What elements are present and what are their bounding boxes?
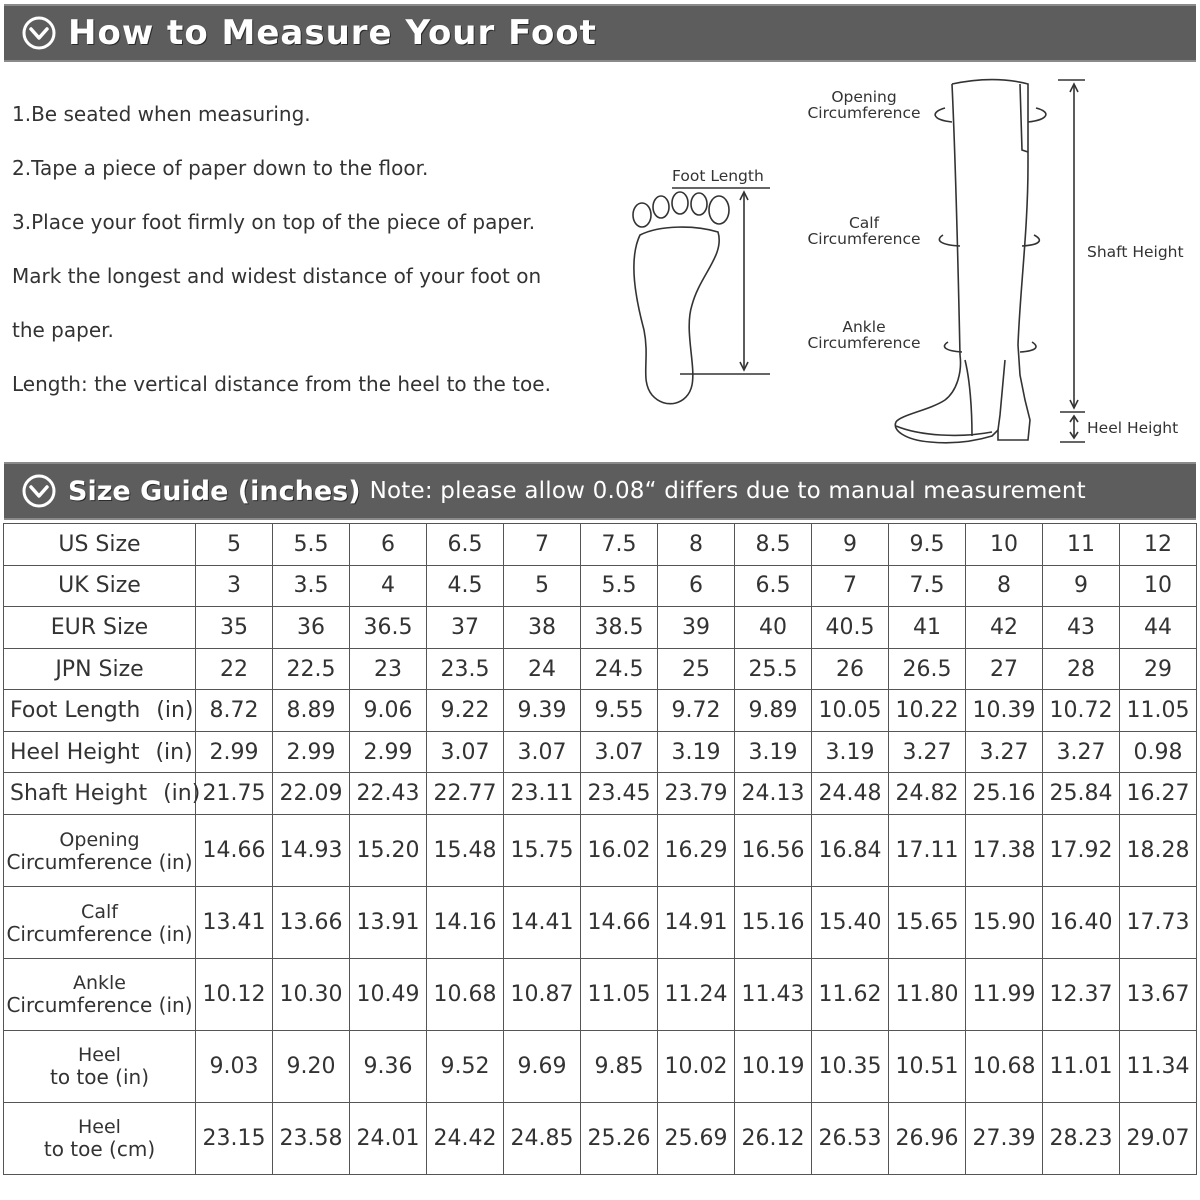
table-cell: 10.87 — [504, 958, 581, 1030]
table-cell: 24.42 — [427, 1102, 504, 1174]
row-label: JPN Size — [4, 648, 196, 690]
row-label-unit: (in) — [163, 781, 201, 807]
row-label — [4, 1102, 196, 1174]
table-cell: 9.72 — [658, 690, 735, 732]
table-row — [4, 1102, 1197, 1174]
table-cell: 5.5 — [273, 524, 350, 566]
size-guide-note: Note: please allow 0.08“ differs due to manual measurement — [369, 478, 1086, 504]
table-cell: 9.52 — [427, 1030, 504, 1102]
table-cell: 16.02 — [581, 815, 658, 887]
calf-circumference-label — [804, 215, 924, 247]
table-cell: 15.75 — [504, 815, 581, 887]
table-cell: 9.22 — [427, 690, 504, 732]
measure-foot-header — [4, 4, 1196, 62]
table-cell: 25 — [658, 648, 735, 690]
table-cell: 11.62 — [812, 958, 889, 1030]
table-cell: 25.84 — [1043, 773, 1120, 815]
table-cell: 36.5 — [350, 607, 427, 649]
table-cell: 15.48 — [427, 815, 504, 887]
table-row — [4, 690, 1197, 732]
table-cell: 13.41 — [196, 887, 273, 959]
chevron-down-icon — [22, 16, 56, 50]
table-cell: 10.68 — [427, 958, 504, 1030]
table-cell: 10.05 — [812, 690, 889, 732]
calf-label-line1: Calf — [848, 214, 880, 232]
table-cell: 9.5 — [889, 524, 966, 566]
table-cell: 10.49 — [350, 958, 427, 1030]
table-cell: 5.5 — [581, 565, 658, 607]
table-cell: 3.19 — [735, 731, 812, 773]
table-cell: 6 — [350, 524, 427, 566]
chevron-down-icon — [22, 474, 56, 508]
table-cell: 35 — [196, 607, 273, 649]
table-cell: 9 — [1043, 565, 1120, 607]
table-cell: 10.39 — [966, 690, 1043, 732]
ankle-circumference-label — [804, 319, 924, 351]
table-row — [4, 648, 1197, 690]
table-cell: 15.90 — [966, 887, 1043, 959]
table-cell: 9.06 — [350, 690, 427, 732]
table-cell: 16.84 — [812, 815, 889, 887]
table-cell: 3.27 — [966, 731, 1043, 773]
table-cell: 27.39 — [966, 1102, 1043, 1174]
step-line: 1.Be seated when measuring. — [12, 102, 311, 126]
table-cell: 29 — [1120, 648, 1197, 690]
row-label-line2: to toe (cm) — [43, 1137, 156, 1162]
table-row — [4, 815, 1197, 887]
row-label-line1: Heel — [78, 1116, 121, 1139]
step-line: Mark the longest and widest distance of your foot on — [12, 264, 542, 288]
table-cell: 10.72 — [1043, 690, 1120, 732]
table-cell: 11.34 — [1120, 1030, 1197, 1102]
table-cell: 40.5 — [812, 607, 889, 649]
table-cell: 9.03 — [196, 1030, 273, 1102]
table-cell: 23.79 — [658, 773, 735, 815]
table-cell: 7 — [812, 565, 889, 607]
table-cell: 15.65 — [889, 887, 966, 959]
table-cell: 16.56 — [735, 815, 812, 887]
table-cell: 38.5 — [581, 607, 658, 649]
table-cell: 10 — [1120, 565, 1197, 607]
table-cell: 9.55 — [581, 690, 658, 732]
shaft-height-label: Shaft Height — [1087, 243, 1184, 261]
table-cell: 23.45 — [581, 773, 658, 815]
table-cell: 13.67 — [1120, 958, 1197, 1030]
table-cell: 8.5 — [735, 524, 812, 566]
table-row — [4, 524, 1197, 566]
table-cell: 12 — [1120, 524, 1197, 566]
table-cell: 2.99 — [273, 731, 350, 773]
table-cell: 6.5 — [735, 565, 812, 607]
table-cell: 10.19 — [735, 1030, 812, 1102]
row-label: US Size — [4, 524, 196, 566]
table-cell: 9.69 — [504, 1030, 581, 1102]
table-cell: 15.16 — [735, 887, 812, 959]
table-cell: 2.99 — [196, 731, 273, 773]
table-cell: 39 — [658, 607, 735, 649]
table-cell: 11.99 — [966, 958, 1043, 1030]
table-cell: 14.41 — [504, 887, 581, 959]
row-label-line2: Circumference (in) — [6, 993, 193, 1018]
row-label-line1: Heel — [78, 1044, 121, 1067]
table-cell: 16.27 — [1120, 773, 1197, 815]
table-cell: 13.66 — [273, 887, 350, 959]
row-label-line1: Calf — [81, 900, 118, 923]
table-cell: 6.5 — [427, 524, 504, 566]
table-cell: 3 — [196, 565, 273, 607]
table-cell: 25.16 — [966, 773, 1043, 815]
table-cell: 14.93 — [273, 815, 350, 887]
table-cell: 23.11 — [504, 773, 581, 815]
table-cell: 8.72 — [196, 690, 273, 732]
table-cell: 3.07 — [504, 731, 581, 773]
row-label: UK Size — [4, 565, 196, 607]
row-label-unit: (in) — [156, 698, 194, 724]
table-cell: 9.85 — [581, 1030, 658, 1102]
ankle-label-line2: Circumference — [807, 334, 921, 352]
table-cell: 24.82 — [889, 773, 966, 815]
table-cell: 12.37 — [1043, 958, 1120, 1030]
table-cell: 8 — [966, 565, 1043, 607]
size-guide-table — [3, 523, 1197, 1175]
table-cell: 41 — [889, 607, 966, 649]
table-cell: 25.26 — [581, 1102, 658, 1174]
table-cell: 26.12 — [735, 1102, 812, 1174]
table-row — [4, 773, 1197, 815]
table-cell: 13.91 — [350, 887, 427, 959]
footprint-icon — [633, 192, 729, 404]
table-row — [4, 607, 1197, 649]
table-cell: 7.5 — [581, 524, 658, 566]
row-label — [4, 773, 201, 815]
table-cell: 4 — [350, 565, 427, 607]
table-cell: 11.80 — [889, 958, 966, 1030]
size-guide-header — [4, 462, 1196, 520]
table-cell: 3.5 — [273, 565, 350, 607]
table-cell: 22.43 — [350, 773, 427, 815]
table-cell: 17.73 — [1120, 887, 1197, 959]
ankle-label-line1: Ankle — [842, 318, 886, 336]
row-label-text: Foot Length — [10, 698, 141, 724]
table-cell: 26.5 — [889, 648, 966, 690]
row-label-text: Heel Height — [10, 739, 140, 765]
step-line: 2.Tape a piece of paper down to the floor. — [12, 156, 429, 180]
table-cell: 8 — [658, 524, 735, 566]
table-cell: 7.5 — [889, 565, 966, 607]
table-cell: 24.48 — [812, 773, 889, 815]
table-cell: 44 — [1120, 607, 1197, 649]
step-line: Length: the vertical distance from the heel to the toe. — [12, 372, 551, 396]
table-cell: 28 — [1043, 648, 1120, 690]
table-cell: 6 — [658, 565, 735, 607]
measurement-diagram — [600, 70, 1200, 450]
row-label-line2: Circumference (in) — [6, 921, 193, 946]
row-label — [4, 731, 196, 773]
table-cell: 14.66 — [196, 815, 273, 887]
table-cell: 23.15 — [196, 1102, 273, 1174]
table-cell: 7 — [504, 524, 581, 566]
table-cell: 3.19 — [812, 731, 889, 773]
table-cell: 37 — [427, 607, 504, 649]
table-cell: 21.75 — [196, 773, 273, 815]
opening-circumference-label — [804, 89, 924, 121]
table-cell: 24.13 — [735, 773, 812, 815]
table-cell: 11.01 — [1043, 1030, 1120, 1102]
table-cell: 22.5 — [273, 648, 350, 690]
table-cell: 38 — [504, 607, 581, 649]
table-cell: 23.58 — [273, 1102, 350, 1174]
table-cell: 26.53 — [812, 1102, 889, 1174]
table-cell: 14.91 — [658, 887, 735, 959]
table-cell: 27 — [966, 648, 1043, 690]
table-row — [4, 1030, 1197, 1102]
row-label — [4, 1030, 196, 1102]
table-cell: 11.43 — [735, 958, 812, 1030]
table-cell: 23 — [350, 648, 427, 690]
table-cell: 43 — [1043, 607, 1120, 649]
size-guide-title: Size Guide (inches) — [68, 475, 361, 507]
table-cell: 28.23 — [1043, 1102, 1120, 1174]
table-cell: 24 — [504, 648, 581, 690]
table-cell: 26 — [812, 648, 889, 690]
row-label — [4, 958, 196, 1030]
table-cell: 17.38 — [966, 815, 1043, 887]
table-cell: 16.40 — [1043, 887, 1120, 959]
row-label-line1: Ankle — [72, 972, 126, 995]
table-cell: 3.19 — [658, 731, 735, 773]
table-cell: 42 — [966, 607, 1043, 649]
table-cell: 17.92 — [1043, 815, 1120, 887]
step-line: 3.Place your foot firmly on top of the piece of paper. — [12, 210, 536, 234]
table-cell: 26.96 — [889, 1102, 966, 1174]
table-cell: 4.5 — [427, 565, 504, 607]
boot-icon — [895, 80, 1030, 443]
table-cell: 17.11 — [889, 815, 966, 887]
table-cell: 10.51 — [889, 1030, 966, 1102]
table-cell: 11.05 — [581, 958, 658, 1030]
table-cell: 10.22 — [889, 690, 966, 732]
table-cell: 3.07 — [581, 731, 658, 773]
table-cell: 24.01 — [350, 1102, 427, 1174]
table-cell: 9.20 — [273, 1030, 350, 1102]
table-cell: 2.99 — [350, 731, 427, 773]
table-cell: 24.85 — [504, 1102, 581, 1174]
table-cell: 10.02 — [658, 1030, 735, 1102]
table-cell: 15.20 — [350, 815, 427, 887]
row-label — [4, 815, 196, 887]
measure-steps — [12, 95, 612, 419]
row-label-line2: Circumference (in) — [6, 849, 193, 874]
table-cell: 3.27 — [889, 731, 966, 773]
row-label — [4, 690, 196, 732]
row-label-unit: (in) — [155, 739, 193, 765]
table-cell: 10.30 — [273, 958, 350, 1030]
row-label-line2: to toe (in) — [49, 1065, 149, 1090]
table-cell: 10.35 — [812, 1030, 889, 1102]
table-row — [4, 887, 1197, 959]
table-cell: 8.89 — [273, 690, 350, 732]
table-cell: 9.39 — [504, 690, 581, 732]
foot-length-label: Foot Length — [672, 167, 764, 185]
row-label: EUR Size — [4, 607, 196, 649]
table-cell: 36 — [273, 607, 350, 649]
table-row — [4, 565, 1197, 607]
table-cell: 10.12 — [196, 958, 273, 1030]
table-cell: 9.36 — [350, 1030, 427, 1102]
row-label — [4, 887, 196, 959]
table-cell: 0.98 — [1120, 731, 1197, 773]
table-cell: 23.5 — [427, 648, 504, 690]
opening-label-line1: Opening — [831, 88, 897, 106]
table-cell: 24.5 — [581, 648, 658, 690]
table-cell: 10.68 — [966, 1030, 1043, 1102]
table-cell: 25.5 — [735, 648, 812, 690]
table-cell: 11.24 — [658, 958, 735, 1030]
table-cell: 3.07 — [427, 731, 504, 773]
table-cell: 10 — [966, 524, 1043, 566]
table-cell: 22 — [196, 648, 273, 690]
table-cell: 15.40 — [812, 887, 889, 959]
measure-foot-title: How to Measure Your Foot — [68, 13, 597, 53]
table-cell: 18.28 — [1120, 815, 1197, 887]
row-label-text: Shaft Height — [10, 781, 148, 807]
opening-label-line2: Circumference — [807, 104, 921, 122]
table-cell: 11.05 — [1120, 690, 1197, 732]
table-cell: 3.27 — [1043, 731, 1120, 773]
table-cell: 5 — [504, 565, 581, 607]
table-row — [4, 731, 1197, 773]
heel-height-label: Heel Height — [1087, 419, 1179, 437]
table-cell: 14.66 — [581, 887, 658, 959]
table-cell: 5 — [196, 524, 273, 566]
row-label-line1: Opening — [59, 828, 140, 851]
table-cell: 25.69 — [658, 1102, 735, 1174]
table-cell: 22.09 — [273, 773, 350, 815]
calf-label-line2: Circumference — [807, 230, 921, 248]
table-cell: 22.77 — [427, 773, 504, 815]
table-cell: 14.16 — [427, 887, 504, 959]
table-cell: 9 — [812, 524, 889, 566]
table-cell: 40 — [735, 607, 812, 649]
table-cell: 11 — [1043, 524, 1120, 566]
table-row — [4, 958, 1197, 1030]
table-cell: 9.89 — [735, 690, 812, 732]
step-line: the paper. — [12, 318, 114, 342]
table-cell: 29.07 — [1120, 1102, 1197, 1174]
table-cell: 16.29 — [658, 815, 735, 887]
